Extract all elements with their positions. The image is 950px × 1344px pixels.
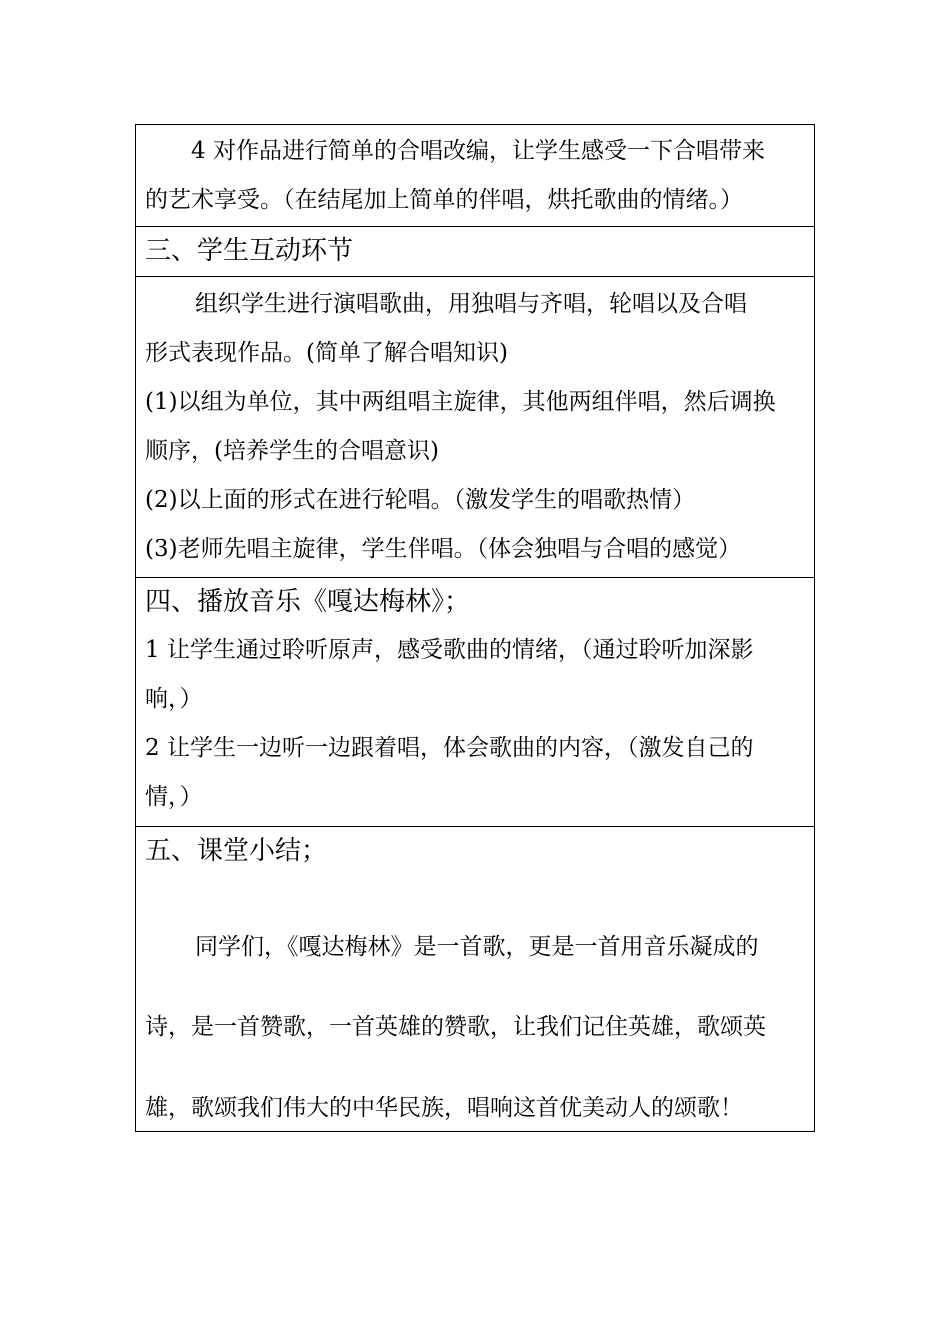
paragraph-line: 同学们，《嘎达梅林》是一首歌，更是一首用音乐凝成的 bbox=[195, 934, 759, 960]
list-item: (1)以组为单位，其中两组唱主旋律，其他两组伴唱，然后调换 bbox=[145, 389, 776, 415]
paragraph-line: 雄，歌颂我们伟大的中华民族，唱响这首优美动人的颂歌！ bbox=[145, 1095, 743, 1121]
list-item: 1 让学生通过聆听原声，感受歌曲的情绪，（通过聆听加深影 bbox=[145, 637, 754, 663]
continued-section-cell bbox=[136, 125, 814, 226]
list-item: 响，） bbox=[145, 686, 203, 712]
list-item: 顺序，(培养学生的合唱意识) bbox=[145, 438, 439, 464]
lesson-plan-table bbox=[135, 124, 815, 1132]
section-heading: 四、播放音乐《嘎达梅林》； bbox=[145, 587, 471, 617]
list-item: (2)以上面的形式在进行轮唱。（激发学生的唱歌热情） bbox=[145, 487, 696, 513]
section-3-body-cell bbox=[136, 276, 814, 577]
paragraph-line: 形式表现作品。(简单了解合唱知识) bbox=[145, 340, 508, 366]
list-item: (3)老师先唱主旋律，学生伴唱。（体会独唱与合唱的感觉） bbox=[145, 536, 742, 562]
section-4-cell bbox=[136, 577, 814, 826]
section-heading: 五、课堂小结； bbox=[145, 836, 328, 866]
list-item: 2 让学生一边听一边跟着唱，体会歌曲的内容，（激发自己的 bbox=[145, 735, 754, 761]
section-5-cell bbox=[136, 826, 814, 1131]
section-3-heading-cell bbox=[136, 226, 814, 276]
paragraph-line: 的艺术享受。（在结尾加上简单的伴唱，烘托歌曲的情绪。） bbox=[145, 187, 743, 213]
paragraph-line: 4 对作品进行简单的合唱改编，让学生感受一下合唱带来 bbox=[191, 138, 765, 164]
section-heading: 三、学生互动环节 bbox=[145, 236, 354, 266]
list-item: 情，） bbox=[145, 784, 203, 810]
paragraph-line: 诗，是一首赞歌，一首英雄的赞歌，让我们记住英雄，歌颂英 bbox=[145, 1014, 766, 1040]
paragraph-line: 组织学生进行演唱歌曲，用独唱与齐唱，轮唱以及合唱 bbox=[195, 291, 747, 317]
